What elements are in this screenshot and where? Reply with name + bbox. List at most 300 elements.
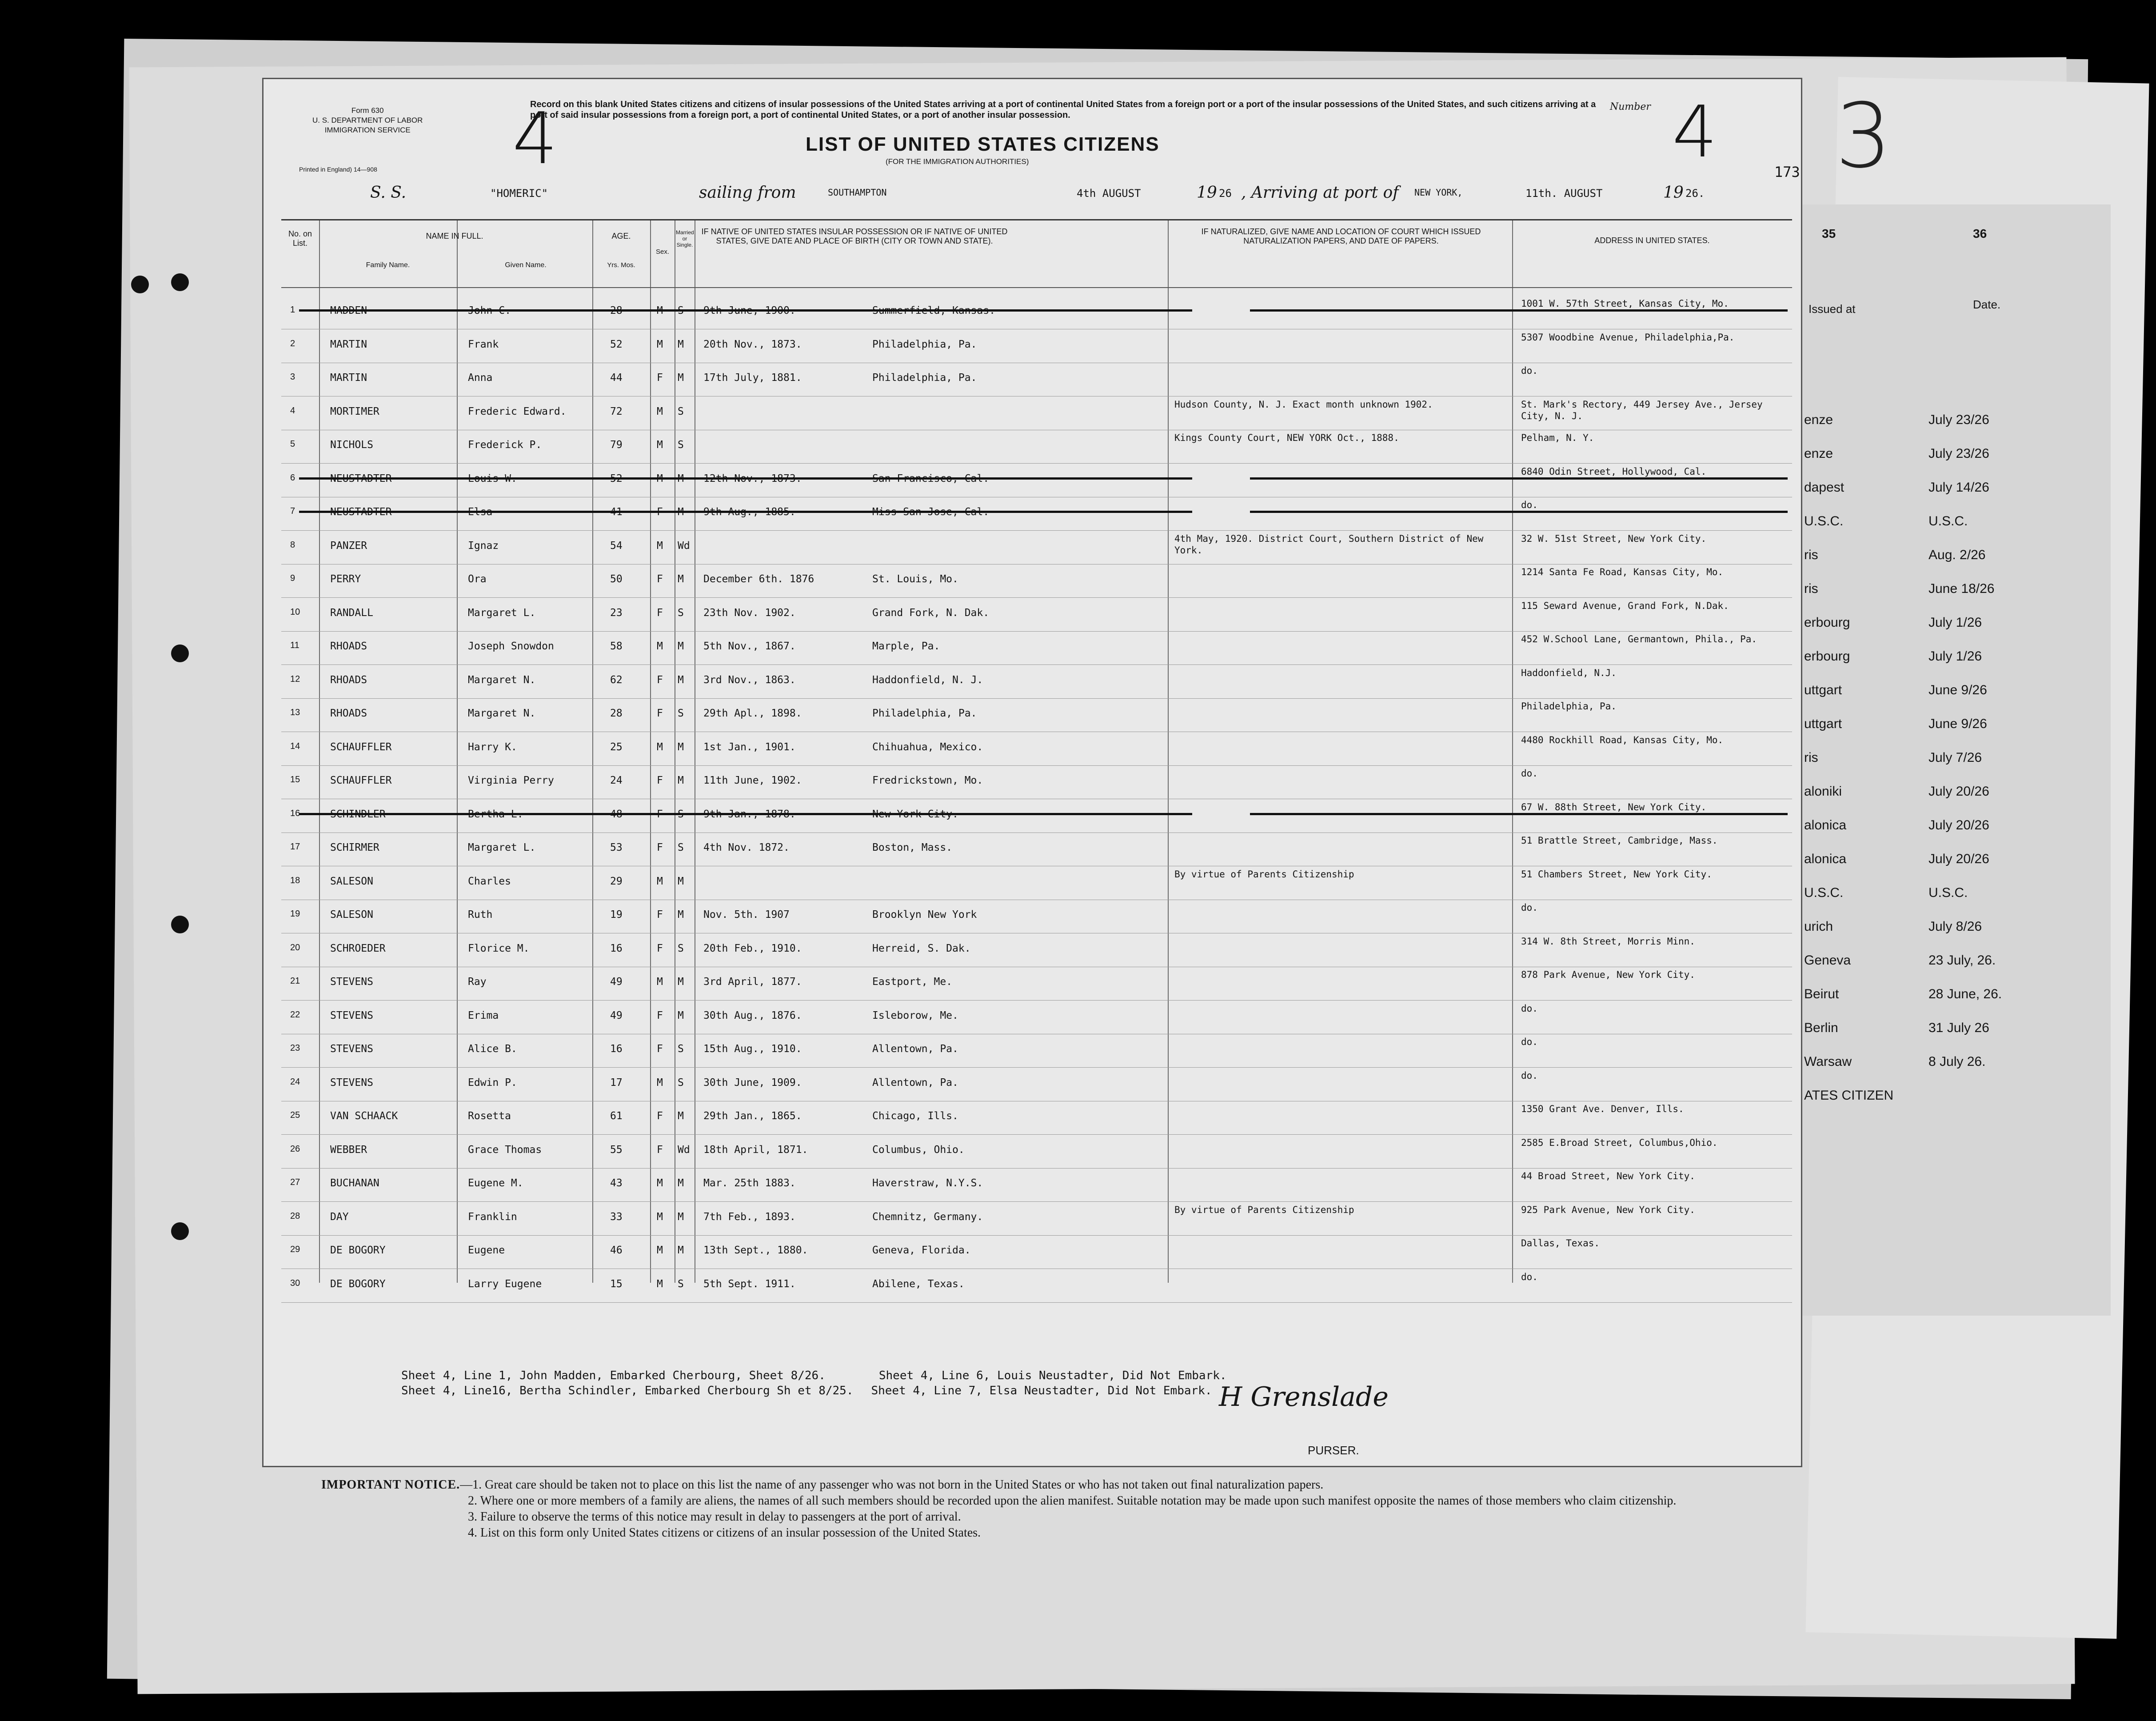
age: 52: [610, 338, 623, 350]
birth-date: 23th Nov. 1902.: [703, 607, 796, 619]
page-title: LIST OF UNITED STATES CITIZENS: [806, 133, 1160, 155]
birth-date: 30th Aug., 1876.: [703, 1009, 802, 1021]
remarks: [401, 1368, 1227, 1398]
marital-status: Wd: [678, 1144, 690, 1156]
sex: M: [657, 472, 663, 484]
hand-number-left: 4: [512, 97, 558, 180]
birth-place: San Francisco, Cal.: [872, 472, 990, 484]
issued-at-place: urich: [1804, 919, 1833, 934]
given-name: Frank: [468, 338, 499, 350]
notice-head: IMPORTANT NOTICE.: [321, 1478, 460, 1492]
row-no: 19: [290, 909, 300, 919]
age: 28: [610, 305, 623, 316]
arriving-label: , Arriving at port of: [1241, 184, 1399, 202]
birth-place: Geneva, Florida.: [872, 1245, 971, 1256]
issued-date: 8 July 26.: [1928, 1054, 1986, 1069]
remark-line2b: Sheet 4, Line 7, Elsa Neustadter, Did Not Embark.: [871, 1384, 1212, 1397]
form-identification: [312, 106, 423, 135]
address: do.: [1521, 768, 1538, 779]
sex: M: [657, 976, 663, 988]
given-name: Joseph Snowdon: [468, 640, 554, 652]
naturalization: Kings County Court, NEW YORK Oct., 1888.: [1174, 432, 1399, 443]
marital-status: M: [678, 674, 684, 686]
birth-place: Herreid, S. Dak.: [872, 942, 971, 954]
strike-through-line: [299, 511, 1192, 513]
given-name: Ignaz: [468, 540, 499, 552]
issued-at-place: Beirut: [1804, 987, 1839, 1001]
table-row: [281, 867, 1792, 900]
age: 62: [610, 674, 623, 686]
col-35-header: 35: [1822, 227, 1836, 240]
row-no: 9: [290, 573, 295, 583]
issued-date: July 1/26: [1928, 649, 1982, 664]
strike-through-line: [1250, 511, 1788, 513]
address: Haddonfield, N.J.: [1521, 667, 1617, 678]
row-no: 30: [290, 1278, 300, 1288]
purser-signature: H Grenslade: [1219, 1381, 1389, 1413]
form-number: Form 630: [351, 106, 384, 115]
sex: M: [657, 405, 663, 417]
ss-label: S. S.: [370, 184, 407, 202]
strike-through-line: [1250, 477, 1788, 480]
address: Dallas, Texas.: [1521, 1238, 1600, 1249]
strike-through-line: [299, 309, 1192, 312]
birth-place: Haddonfield, N. J.: [872, 674, 983, 686]
birth-date: 15th Aug., 1910.: [703, 1043, 802, 1055]
birth-date: 9th June, 1900.: [703, 305, 796, 316]
issued-at-place: U.S.C.: [1804, 514, 1844, 528]
given-name: Anna: [468, 372, 493, 384]
marital-status: M: [678, 1009, 684, 1021]
sex: F: [657, 674, 663, 686]
birth-place: Chemnitz, Germany.: [872, 1211, 983, 1223]
age: 33: [610, 1211, 623, 1223]
hand-number-right: 4: [1672, 90, 1717, 173]
address: 51 Brattle Street, Cambridge, Mass.: [1521, 835, 1718, 846]
sex: M: [657, 741, 663, 753]
birth-place: Summerfield, Kansas.: [872, 305, 995, 316]
given-name: Edwin P.: [468, 1077, 517, 1089]
row-no: 27: [290, 1177, 300, 1187]
strike-through-line: [1250, 813, 1788, 815]
printed-note: Printed in England) 14—908: [299, 166, 377, 173]
birth-place: St. Louis, Mo.: [872, 573, 958, 585]
family-name: STEVENS: [330, 1077, 373, 1089]
address: Philadelphia, Pa.: [1521, 701, 1617, 712]
given-name: Larry Eugene: [468, 1278, 542, 1290]
issued-date: U.S.C.: [1928, 514, 1968, 528]
table-row: [281, 800, 1792, 833]
given-name: Florice M.: [468, 942, 530, 954]
birth-date: 29th Apl., 1898.: [703, 708, 802, 719]
header-naturalized: IF NATURALIZED, GIVE NAME AND LOCATION OF COURT WHICH ISSUED NATURALIZATION PAPERS, AND DATE OF PAPERS.: [1201, 227, 1481, 245]
issued-at-place: uttgart: [1804, 716, 1842, 731]
family-name: MADDEN: [330, 305, 367, 316]
naturalization: By virtue of Parents Citizenship: [1174, 869, 1354, 880]
sex: F: [657, 808, 663, 820]
issued-at-place: enze: [1804, 446, 1833, 461]
given-name: Virginia Perry: [468, 775, 554, 786]
sex: F: [657, 372, 663, 384]
marital-status: M: [678, 472, 684, 484]
table-row: [281, 1202, 1792, 1236]
row-no: 10: [290, 607, 300, 617]
family-name: STEVENS: [330, 1009, 373, 1021]
issued-date: July 7/26: [1928, 750, 1982, 765]
adjacent-page-strip: [1800, 204, 2111, 1316]
address: 452 W.School Lane, Germantown, Phila., Pa.: [1521, 634, 1757, 644]
marital-status: S: [678, 1278, 684, 1290]
birth-date: 30th June, 1909.: [703, 1077, 802, 1089]
remark-line1a: Sheet 4, Line 1, John Madden, Embarked Cherbourg, Sheet 8/26.: [401, 1369, 826, 1382]
table-row: [281, 699, 1792, 732]
table-row: [281, 464, 1792, 497]
family-name: RHOADS: [330, 674, 367, 686]
age: 24: [610, 775, 623, 786]
marital-status: M: [678, 976, 684, 988]
marital-status: M: [678, 775, 684, 786]
naturalization: By virtue of Parents Citizenship: [1174, 1204, 1354, 1215]
address: do.: [1521, 365, 1538, 376]
birth-place: Chihuahua, Mexico.: [872, 741, 983, 753]
marital-status: S: [678, 842, 684, 853]
birth-date: 4th Nov. 1872.: [703, 842, 790, 853]
header-married: Married or Single.: [676, 229, 694, 248]
row-no: 12: [290, 674, 300, 684]
birth-date: 5th Nov., 1867.: [703, 640, 796, 652]
year-from: 26: [1219, 187, 1232, 200]
punch-hole: [171, 916, 189, 933]
sex: F: [657, 1144, 663, 1156]
table-row: [281, 1068, 1792, 1101]
remark-line2a: Sheet 4, Line16, Bertha Schindler, Embarked Cherbourg Sh et 8/25.: [401, 1384, 854, 1397]
marital-status: S: [678, 942, 684, 954]
given-name: Erima: [468, 1009, 499, 1021]
marital-status: M: [678, 1245, 684, 1256]
address: 314 W. 8th Street, Morris Minn.: [1521, 936, 1695, 947]
birth-date: 3rd Nov., 1863.: [703, 674, 796, 686]
row-no: 2: [290, 338, 295, 348]
issued-at-place: alonica: [1804, 852, 1847, 866]
header-sex: Sex.: [655, 248, 669, 256]
table-row: [281, 900, 1792, 933]
issued-at-place: Geneva: [1804, 953, 1851, 968]
age: 46: [610, 1245, 623, 1256]
birth-date: 20th Nov., 1873.: [703, 338, 802, 350]
marital-status: M: [678, 1110, 684, 1122]
given-name: Grace Thomas: [468, 1144, 542, 1156]
address: 878 Park Avenue, New York City.: [1521, 969, 1695, 980]
address: 67 W. 88th Street, New York City.: [1521, 801, 1707, 812]
family-name: RHOADS: [330, 708, 367, 719]
birth-place: Abilene, Texas.: [872, 1278, 965, 1290]
family-name: RHOADS: [330, 640, 367, 652]
row-no: 22: [290, 1009, 300, 1020]
header-family-name: Family Name.: [366, 261, 410, 269]
row-no: 26: [290, 1144, 300, 1154]
table-row: [281, 1135, 1792, 1169]
birth-date: 9th Jan., 1878.: [703, 808, 796, 820]
sex: F: [657, 573, 663, 585]
birth-place: Marple, Pa.: [872, 640, 940, 652]
punch-hole: [171, 644, 189, 662]
age: 29: [610, 875, 623, 887]
age: 28: [610, 708, 623, 719]
address: Pelham, N. Y.: [1521, 432, 1594, 443]
issued-date: July 8/26: [1928, 919, 1982, 934]
family-name: MARTIN: [330, 372, 367, 384]
family-name: WEBBER: [330, 1144, 367, 1156]
age: 41: [610, 506, 623, 518]
given-name: Bertha L.: [468, 808, 523, 820]
given-name: Margaret L.: [468, 607, 536, 619]
issued-date: July 20/26: [1928, 818, 1989, 832]
header-age: AGE.: [611, 232, 631, 240]
service: IMMIGRATION SERVICE: [324, 126, 411, 134]
marital-status: M: [678, 338, 684, 350]
family-name: SCHAUFFLER: [330, 741, 392, 753]
date-header: Date.: [1973, 298, 2001, 311]
family-name: DE BOGORY: [330, 1278, 386, 1290]
row-no: 6: [290, 472, 295, 483]
punch-hole: [171, 273, 189, 291]
address: do.: [1521, 1003, 1538, 1014]
age: 25: [610, 741, 623, 753]
issued-date: July 23/26: [1928, 412, 1989, 427]
table-row: [281, 1034, 1792, 1068]
row-no: 8: [290, 540, 295, 550]
age: 72: [610, 405, 623, 417]
row-no: 25: [290, 1110, 300, 1120]
important-notice: [321, 1477, 1788, 1541]
header-yrs-mos: Yrs. Mos.: [607, 261, 635, 269]
issued-at-place: Berlin: [1804, 1021, 1838, 1035]
age: 44: [610, 372, 623, 384]
sex: M: [657, 439, 663, 451]
birth-date: Mar. 25th 1883.: [703, 1177, 796, 1189]
issued-date: July 23/26: [1928, 446, 1989, 461]
table-row: [281, 397, 1792, 430]
issued-date: June 9/26: [1928, 716, 1987, 731]
table-row: [281, 1001, 1792, 1034]
sex: M: [657, 1177, 663, 1189]
marital-status: M: [678, 372, 684, 384]
issued-date: July 20/26: [1928, 852, 1989, 866]
address: 925 Park Avenue, New York City.: [1521, 1204, 1695, 1215]
issued-at-place: Warsaw: [1804, 1054, 1852, 1069]
sailing-line: [264, 184, 1801, 206]
family-name: SCHAUFFLER: [330, 775, 392, 786]
sex: M: [657, 640, 663, 652]
age: 16: [610, 942, 623, 954]
marital-status: M: [678, 909, 684, 921]
row-no: 15: [290, 775, 300, 784]
year-to: 26.: [1685, 187, 1705, 200]
port-from: SOUTHAMPTON: [828, 187, 887, 198]
table-row: [281, 967, 1792, 1001]
issued-at-place: alonica: [1804, 818, 1847, 832]
department: U. S. DEPARTMENT OF LABOR: [312, 116, 423, 124]
header-no: No. on List.: [288, 229, 312, 248]
page-number: 173: [1774, 164, 1800, 180]
birth-place: New York City.: [872, 808, 958, 820]
marital-status: S: [678, 1043, 684, 1055]
family-name: MARTIN: [330, 338, 367, 350]
sex: F: [657, 1110, 663, 1122]
age: 54: [610, 540, 623, 552]
birth-date: Nov. 5th. 1907: [703, 909, 790, 921]
page-subtitle: (FOR THE IMMIGRATION AUTHORITIES): [886, 157, 1029, 166]
issued-at-place: erbourg: [1804, 649, 1850, 664]
issued-at-place: erbourg: [1804, 615, 1850, 630]
family-name: DE BOGORY: [330, 1245, 386, 1256]
table-row: [281, 766, 1792, 799]
issued-at-place: ris: [1804, 581, 1818, 596]
family-name: NEUSTADTER: [330, 472, 392, 484]
birth-place: Allentown, Pa.: [872, 1043, 958, 1055]
header-address: ADDRESS IN UNITED STATES.: [1594, 236, 1710, 245]
row-divider: [281, 1302, 1792, 1303]
family-name: SCHINDLER: [330, 808, 386, 820]
row-no: 21: [290, 976, 300, 986]
issued-date: July 14/26: [1928, 480, 1989, 495]
marital-status: S: [678, 708, 684, 719]
header-divider: [281, 287, 1792, 288]
given-name: Margaret L.: [468, 842, 536, 853]
issued-at-place: enze: [1804, 412, 1833, 427]
marital-status: M: [678, 1177, 684, 1189]
age: 79: [610, 439, 623, 451]
table-row: [281, 934, 1792, 967]
family-name: VAN SCHAACK: [330, 1110, 398, 1122]
age: 55: [610, 1144, 623, 1156]
ship-name: "HOMERIC": [490, 187, 548, 200]
family-name: SALESON: [330, 909, 373, 921]
given-name: Charles: [468, 875, 511, 887]
table-row: [281, 833, 1792, 866]
birth-date: 13th Sept., 1880.: [703, 1245, 808, 1256]
marital-status: M: [678, 741, 684, 753]
sex: F: [657, 708, 663, 719]
table-row: [281, 363, 1792, 396]
age: 48: [610, 808, 623, 820]
naturalization: 4th May, 1920. District Court, Southern District of New York.: [1174, 533, 1484, 556]
punch-hole: [171, 1222, 189, 1240]
table-row: [281, 564, 1792, 598]
issued-at-header: Issued at: [1809, 302, 1856, 316]
sex: F: [657, 506, 663, 518]
issued-date: June 18/26: [1928, 581, 1995, 596]
birth-place: Brooklyn New York: [872, 909, 977, 921]
sex: F: [657, 775, 663, 786]
issued-at-place: aloniki: [1804, 784, 1842, 799]
marital-status: S: [678, 808, 684, 820]
row-no: 1: [290, 305, 295, 315]
punch-hole: [131, 276, 149, 293]
col-36-header: 36: [1973, 227, 1987, 240]
family-name: NEUSTADTER: [330, 506, 392, 518]
family-name: RANDALL: [330, 607, 373, 619]
marital-status: S: [678, 1077, 684, 1089]
row-no: 7: [290, 506, 295, 516]
sex: M: [657, 1245, 663, 1256]
sex: F: [657, 1043, 663, 1055]
address: 44 Broad Street, New York City.: [1521, 1171, 1695, 1181]
issued-at-place: ris: [1804, 548, 1818, 562]
notice-item-2: 2. Where one or more members of a family are aliens, the names of all such members should be recorded upon the alien manifest. Suitable notation may be made upon such manifest opposite the names of those members who claim citizenship.: [468, 1494, 1677, 1508]
strike-through-line: [1250, 309, 1788, 312]
table-row: [281, 632, 1792, 665]
address: 2585 E.Broad Street, Columbus,Ohio.: [1521, 1137, 1718, 1148]
address: do.: [1521, 500, 1538, 510]
birth-date: 3rd April, 1877.: [703, 976, 802, 988]
age: 23: [610, 607, 623, 619]
family-name: SCHROEDER: [330, 942, 386, 954]
given-name: Franklin: [468, 1211, 517, 1223]
row-no: 18: [290, 875, 300, 885]
strike-through-line: [299, 813, 1192, 815]
birth-place: Columbus, Ohio.: [872, 1144, 965, 1156]
marital-status: Wd: [678, 540, 690, 552]
header-given-name: Given Name.: [505, 261, 547, 269]
sex: F: [657, 607, 663, 619]
address: St. Mark's Rectory, 449 Jersey Ave., Jersey City, N. J.: [1521, 399, 1763, 421]
table-row: [281, 1101, 1792, 1135]
remark-line1b: Sheet 4, Line 6, Louis Neustadter, Did Not Embark.: [878, 1369, 1227, 1382]
birth-place: Philadelphia, Pa.: [872, 708, 977, 719]
birth-date: 1st Jan., 1901.: [703, 741, 796, 753]
table-row: [281, 598, 1792, 632]
table-row: [281, 296, 1792, 329]
date-to: 11th. AUGUST: [1525, 187, 1603, 200]
address: do.: [1521, 1070, 1538, 1081]
issued-date: June 9/26: [1928, 683, 1987, 697]
hand-number-3: 3: [1835, 84, 1892, 188]
issued-date: 28 June, 26.: [1928, 987, 2002, 1001]
address: 32 W. 51st Street, New York City.: [1521, 533, 1707, 544]
purser-label: PURSER.: [1308, 1444, 1359, 1457]
birth-date: 18th April, 1871.: [703, 1144, 808, 1156]
birth-place: Allentown, Pa.: [872, 1077, 958, 1089]
sex: M: [657, 1278, 663, 1290]
age: 53: [610, 842, 623, 853]
age: 58: [610, 640, 623, 652]
sex: M: [657, 305, 663, 316]
address: do.: [1521, 902, 1538, 913]
given-name: Elsa: [468, 506, 493, 518]
address: 1350 Grant Ave. Denver, Ills.: [1521, 1104, 1684, 1114]
given-name: Alice B.: [468, 1043, 517, 1055]
sex: F: [657, 942, 663, 954]
header-name-in-full: NAME IN FULL.: [426, 232, 483, 240]
issued-at-place: ris: [1804, 750, 1818, 765]
row-no: 14: [290, 741, 300, 751]
issued-date: U.S.C.: [1928, 885, 1968, 900]
family-name: STEVENS: [330, 1043, 373, 1055]
family-name: PERRY: [330, 573, 361, 585]
sex: M: [657, 540, 663, 552]
age: 52: [610, 472, 623, 484]
sex: F: [657, 909, 663, 921]
row-no: 17: [290, 842, 300, 852]
header-birth: IF NATIVE OF UNITED STATES INSULAR POSSESSION OR IF NATIVE OF UNITED STATES, GIVE DATE AND PLACE OF BIRTH (CITY OR TOWN AND STATE).: [701, 227, 1008, 245]
number-label: Number: [1610, 101, 1651, 112]
family-name: STEVENS: [330, 976, 373, 988]
marital-status: S: [678, 305, 684, 316]
sex: M: [657, 1077, 663, 1089]
address: 115 Seward Avenue, Grand Fork, N.Dak.: [1521, 600, 1729, 611]
given-name: Eugene M.: [468, 1177, 523, 1189]
